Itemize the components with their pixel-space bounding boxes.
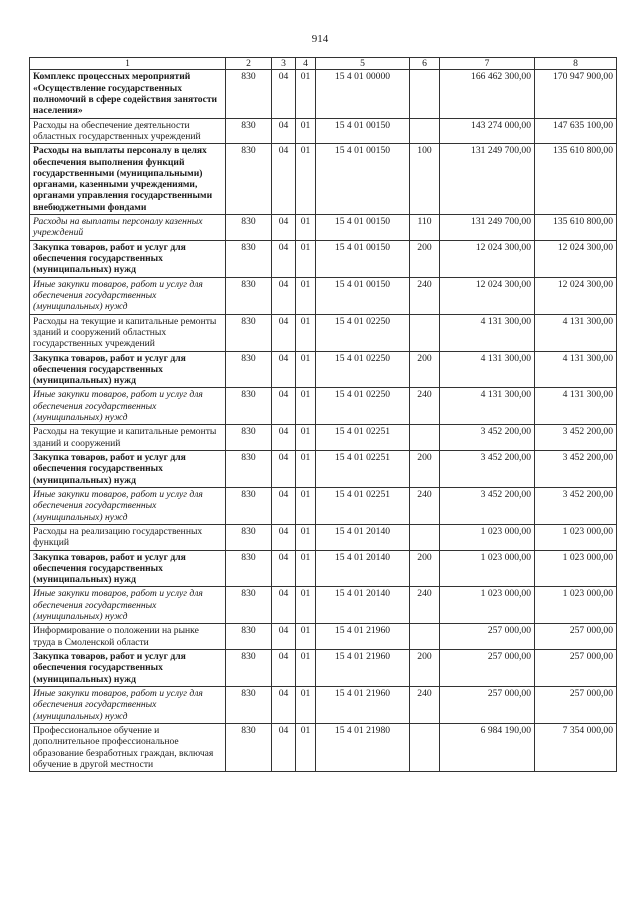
ministry-code-cell: 830 bbox=[226, 118, 272, 144]
ministry-code-cell: 830 bbox=[226, 70, 272, 118]
header-col-7: 7 bbox=[440, 58, 535, 70]
table-row bbox=[30, 550, 617, 587]
expense-type-cell bbox=[410, 524, 440, 550]
section-code-cell: 04 bbox=[272, 524, 296, 550]
expense-name-cell: Иные закупки товаров, работ и услуг для обеспечения государственных (муниципальных) нужд bbox=[30, 388, 226, 425]
expense-type-cell bbox=[410, 723, 440, 771]
subsection-code-cell: 01 bbox=[296, 524, 316, 550]
expense-name-cell: Расходы на реализацию государственных функций bbox=[30, 524, 226, 550]
section-code-cell: 04 bbox=[272, 487, 296, 524]
table-row bbox=[30, 425, 617, 451]
amount-year1-cell: 131 249 700,00 bbox=[440, 215, 535, 241]
section-code-cell: 04 bbox=[272, 686, 296, 723]
target-item-cell: 15 4 01 02251 bbox=[316, 451, 410, 488]
table-row bbox=[30, 240, 617, 277]
amount-year2-cell: 1 023 000,00 bbox=[535, 587, 617, 624]
table-row bbox=[30, 723, 617, 771]
amount-year1-cell: 257 000,00 bbox=[440, 624, 535, 650]
amount-year1-cell: 257 000,00 bbox=[440, 686, 535, 723]
ministry-code-cell: 830 bbox=[226, 723, 272, 771]
amount-year2-cell: 3 452 200,00 bbox=[535, 451, 617, 488]
target-item-cell: 15 4 01 02251 bbox=[316, 487, 410, 524]
amount-year1-cell: 12 024 300,00 bbox=[440, 240, 535, 277]
expense-type-cell: 240 bbox=[410, 587, 440, 624]
expense-type-cell: 200 bbox=[410, 650, 440, 687]
section-code-cell: 04 bbox=[272, 723, 296, 771]
section-code-cell: 04 bbox=[272, 351, 296, 388]
amount-year2-cell: 12 024 300,00 bbox=[535, 277, 617, 314]
amount-year2-cell: 4 131 300,00 bbox=[535, 351, 617, 388]
header-col-6: 6 bbox=[410, 58, 440, 70]
amount-year1-cell: 166 462 300,00 bbox=[440, 70, 535, 118]
expense-name-cell: Расходы на выплаты персоналу в целях обеспечения выполнения функций государственными (муниципальными) органами, казенными учреждениями, органами управления государственными внебюджетными фондами bbox=[30, 144, 226, 215]
amount-year2-cell: 4 131 300,00 bbox=[535, 388, 617, 425]
table-body bbox=[30, 70, 617, 772]
subsection-code-cell: 01 bbox=[296, 118, 316, 144]
subsection-code-cell: 01 bbox=[296, 624, 316, 650]
table-row bbox=[30, 70, 617, 118]
amount-year1-cell: 257 000,00 bbox=[440, 650, 535, 687]
target-item-cell: 15 4 01 21960 bbox=[316, 686, 410, 723]
target-item-cell: 15 4 01 00150 bbox=[316, 277, 410, 314]
amount-year2-cell: 257 000,00 bbox=[535, 650, 617, 687]
expense-type-cell: 200 bbox=[410, 351, 440, 388]
subsection-code-cell: 01 bbox=[296, 351, 316, 388]
expense-name-cell: Профессиональное обучение и дополнительное профессиональное образование безработных граждан, включая обучение в другой местности bbox=[30, 723, 226, 771]
expense-type-cell: 240 bbox=[410, 686, 440, 723]
subsection-code-cell: 01 bbox=[296, 650, 316, 687]
ministry-code-cell: 830 bbox=[226, 487, 272, 524]
ministry-code-cell: 830 bbox=[226, 550, 272, 587]
expense-type-cell bbox=[410, 314, 440, 351]
table-row bbox=[30, 277, 617, 314]
section-code-cell: 04 bbox=[272, 451, 296, 488]
target-item-cell: 15 4 01 00150 bbox=[316, 118, 410, 144]
section-code-cell: 04 bbox=[272, 388, 296, 425]
ministry-code-cell: 830 bbox=[226, 277, 272, 314]
section-code-cell: 04 bbox=[272, 70, 296, 118]
section-code-cell: 04 bbox=[272, 624, 296, 650]
amount-year2-cell: 1 023 000,00 bbox=[535, 550, 617, 587]
expense-name-cell: Иные закупки товаров, работ и услуг для обеспечения государственных (муниципальных) нужд bbox=[30, 487, 226, 524]
expense-name-cell: Закупка товаров, работ и услуг для обеспечения государственных (муниципальных) нужд bbox=[30, 451, 226, 488]
amount-year2-cell: 4 131 300,00 bbox=[535, 314, 617, 351]
table-row bbox=[30, 587, 617, 624]
expense-name-cell: Информирование о положении на рынке труда в Смоленской области bbox=[30, 624, 226, 650]
section-code-cell: 04 bbox=[272, 144, 296, 215]
ministry-code-cell: 830 bbox=[226, 215, 272, 241]
subsection-code-cell: 01 bbox=[296, 425, 316, 451]
ministry-code-cell: 830 bbox=[226, 650, 272, 687]
section-code-cell: 04 bbox=[272, 240, 296, 277]
expense-type-cell: 240 bbox=[410, 388, 440, 425]
header-row bbox=[30, 58, 617, 70]
expense-name-cell: Иные закупки товаров, работ и услуг для обеспечения государственных (муниципальных) нужд bbox=[30, 587, 226, 624]
amount-year1-cell: 1 023 000,00 bbox=[440, 587, 535, 624]
expense-name-cell: Расходы на текущие и капитальные ремонты зданий и сооружений bbox=[30, 425, 226, 451]
target-item-cell: 15 4 01 00150 bbox=[316, 240, 410, 277]
expense-type-cell bbox=[410, 70, 440, 118]
target-item-cell: 15 4 01 20140 bbox=[316, 524, 410, 550]
expense-type-cell: 110 bbox=[410, 215, 440, 241]
subsection-code-cell: 01 bbox=[296, 723, 316, 771]
amount-year1-cell: 131 249 700,00 bbox=[440, 144, 535, 215]
target-item-cell: 15 4 01 21960 bbox=[316, 624, 410, 650]
amount-year1-cell: 1 023 000,00 bbox=[440, 550, 535, 587]
amount-year2-cell: 257 000,00 bbox=[535, 624, 617, 650]
table-row bbox=[30, 451, 617, 488]
amount-year1-cell: 3 452 200,00 bbox=[440, 425, 535, 451]
expense-type-cell: 240 bbox=[410, 487, 440, 524]
subsection-code-cell: 01 bbox=[296, 240, 316, 277]
expense-name-cell: Закупка товаров, работ и услуг для обеспечения государственных (муниципальных) нужд bbox=[30, 351, 226, 388]
amount-year1-cell: 6 984 190,00 bbox=[440, 723, 535, 771]
page-number: 914 bbox=[311, 33, 329, 45]
table-row bbox=[30, 624, 617, 650]
amount-year2-cell: 170 947 900,00 bbox=[535, 70, 617, 118]
budget-table bbox=[29, 57, 617, 772]
subsection-code-cell: 01 bbox=[296, 144, 316, 215]
table-row bbox=[30, 351, 617, 388]
target-item-cell: 15 4 01 02250 bbox=[316, 388, 410, 425]
ministry-code-cell: 830 bbox=[226, 240, 272, 277]
expense-type-cell: 100 bbox=[410, 144, 440, 215]
expense-type-cell: 200 bbox=[410, 451, 440, 488]
target-item-cell: 15 4 01 20140 bbox=[316, 550, 410, 587]
section-code-cell: 04 bbox=[272, 550, 296, 587]
amount-year2-cell: 1 023 000,00 bbox=[535, 524, 617, 550]
expense-type-cell: 200 bbox=[410, 240, 440, 277]
ministry-code-cell: 830 bbox=[226, 314, 272, 351]
section-code-cell: 04 bbox=[272, 650, 296, 687]
expense-name-cell: Расходы на текущие и капитальные ремонты зданий и сооружений областных государственных учреждений bbox=[30, 314, 226, 351]
section-code-cell: 04 bbox=[272, 118, 296, 144]
subsection-code-cell: 01 bbox=[296, 314, 316, 351]
target-item-cell: 15 4 01 02251 bbox=[316, 425, 410, 451]
expense-type-cell bbox=[410, 425, 440, 451]
ministry-code-cell: 830 bbox=[226, 624, 272, 650]
subsection-code-cell: 01 bbox=[296, 550, 316, 587]
table-row bbox=[30, 144, 617, 215]
expense-name-cell: Закупка товаров, работ и услуг для обеспечения государственных (муниципальных) нужд bbox=[30, 240, 226, 277]
expense-name-cell: Расходы на выплаты персоналу казенных учреждений bbox=[30, 215, 226, 241]
target-item-cell: 15 4 01 21980 bbox=[316, 723, 410, 771]
target-item-cell: 15 4 01 00150 bbox=[316, 144, 410, 215]
ministry-code-cell: 830 bbox=[226, 351, 272, 388]
subsection-code-cell: 01 bbox=[296, 277, 316, 314]
header-col-5: 5 bbox=[316, 58, 410, 70]
amount-year2-cell: 7 354 000,00 bbox=[535, 723, 617, 771]
amount-year1-cell: 143 274 000,00 bbox=[440, 118, 535, 144]
amount-year2-cell: 135 610 800,00 bbox=[535, 144, 617, 215]
ministry-code-cell: 830 bbox=[226, 425, 272, 451]
subsection-code-cell: 01 bbox=[296, 215, 316, 241]
subsection-code-cell: 01 bbox=[296, 70, 316, 118]
amount-year2-cell: 3 452 200,00 bbox=[535, 487, 617, 524]
section-code-cell: 04 bbox=[272, 587, 296, 624]
subsection-code-cell: 01 bbox=[296, 686, 316, 723]
subsection-code-cell: 01 bbox=[296, 451, 316, 488]
amount-year1-cell: 3 452 200,00 bbox=[440, 451, 535, 488]
expense-name-cell: Расходы на обеспечение деятельности областных государственных учреждений bbox=[30, 118, 226, 144]
ministry-code-cell: 830 bbox=[226, 144, 272, 215]
expense-name-cell: Закупка товаров, работ и услуг для обеспечения государственных (муниципальных) нужд bbox=[30, 650, 226, 687]
header-col-4: 4 bbox=[296, 58, 316, 70]
amount-year2-cell: 3 452 200,00 bbox=[535, 425, 617, 451]
subsection-code-cell: 01 bbox=[296, 487, 316, 524]
ministry-code-cell: 830 bbox=[226, 686, 272, 723]
table-row bbox=[30, 487, 617, 524]
header-col-2: 2 bbox=[226, 58, 272, 70]
subsection-code-cell: 01 bbox=[296, 388, 316, 425]
table-row bbox=[30, 118, 617, 144]
ministry-code-cell: 830 bbox=[226, 451, 272, 488]
amount-year1-cell: 1 023 000,00 bbox=[440, 524, 535, 550]
ministry-code-cell: 830 bbox=[226, 587, 272, 624]
subsection-code-cell: 01 bbox=[296, 587, 316, 624]
target-item-cell: 15 4 01 00150 bbox=[316, 215, 410, 241]
expense-name-cell: Иные закупки товаров, работ и услуг для обеспечения государственных (муниципальных) нужд bbox=[30, 686, 226, 723]
section-code-cell: 04 bbox=[272, 277, 296, 314]
table-row bbox=[30, 388, 617, 425]
ministry-code-cell: 830 bbox=[226, 388, 272, 425]
amount-year2-cell: 257 000,00 bbox=[535, 686, 617, 723]
table-row bbox=[30, 314, 617, 351]
expense-name-cell: Иные закупки товаров, работ и услуг для обеспечения государственных (муниципальных) нужд bbox=[30, 277, 226, 314]
amount-year2-cell: 12 024 300,00 bbox=[535, 240, 617, 277]
amount-year2-cell: 147 635 100,00 bbox=[535, 118, 617, 144]
expense-name-cell: Закупка товаров, работ и услуг для обеспечения государственных (муниципальных) нужд bbox=[30, 550, 226, 587]
header-col-3: 3 bbox=[272, 58, 296, 70]
table-row bbox=[30, 686, 617, 723]
amount-year1-cell: 4 131 300,00 bbox=[440, 314, 535, 351]
section-code-cell: 04 bbox=[272, 314, 296, 351]
expense-type-cell bbox=[410, 624, 440, 650]
expense-type-cell: 240 bbox=[410, 277, 440, 314]
table-row bbox=[30, 215, 617, 241]
target-item-cell: 15 4 01 02250 bbox=[316, 314, 410, 351]
target-item-cell: 15 4 01 21960 bbox=[316, 650, 410, 687]
target-item-cell: 15 4 01 00000 bbox=[316, 70, 410, 118]
header-col-1: 1 bbox=[30, 58, 226, 70]
ministry-code-cell: 830 bbox=[226, 524, 272, 550]
target-item-cell: 15 4 01 02250 bbox=[316, 351, 410, 388]
target-item-cell: 15 4 01 20140 bbox=[316, 587, 410, 624]
amount-year1-cell: 12 024 300,00 bbox=[440, 277, 535, 314]
table-row bbox=[30, 524, 617, 550]
header-col-8: 8 bbox=[535, 58, 617, 70]
table-row bbox=[30, 650, 617, 687]
expense-type-cell bbox=[410, 118, 440, 144]
amount-year1-cell: 4 131 300,00 bbox=[440, 351, 535, 388]
expense-name-cell: Комплекс процессных мероприятий «Осуществление государственных полномочий в сфере содействия занятости населения» bbox=[30, 70, 226, 118]
section-code-cell: 04 bbox=[272, 425, 296, 451]
expense-type-cell: 200 bbox=[410, 550, 440, 587]
section-code-cell: 04 bbox=[272, 215, 296, 241]
amount-year2-cell: 135 610 800,00 bbox=[535, 215, 617, 241]
amount-year1-cell: 3 452 200,00 bbox=[440, 487, 535, 524]
amount-year1-cell: 4 131 300,00 bbox=[440, 388, 535, 425]
